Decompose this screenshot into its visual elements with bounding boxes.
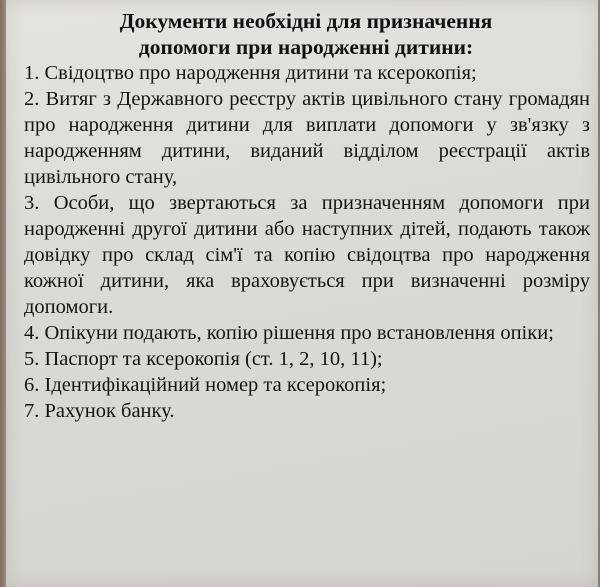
document-title-line-1: Документи необхідні для призначення [119,9,493,33]
list-item-7: 7. Рахунок банку. [24,400,175,422]
list-item-3: 3. Особи, що звертаються за призначенням допомоги при народженні другої дитини або наступних дітей, подають також довідку про склад сім'ї та копію свідоцтва про народження кожної дитини, яка враховується при визначенні розміру допомоги. [24,192,590,318]
list-item-6: 6. Ідентифікаційний номер та ксерокопія; [24,374,387,396]
requirements-list [24,60,590,424]
list-item-1: 1. Свідоцтво про народження дитини та ксерокопія; [24,62,477,84]
list-item-4: 4. Опікуни подають, копію рішення про встановлення опіки; [24,322,554,344]
list-item-2: 2. Витяг з Державного реєстру актів цивільного стану громадян про народження дитини для виплати допомоги у зв'язку з народженням дитини, виданий відділом реєстрації актів цивільного стану, [24,88,590,188]
document-title-line-2: допомоги при народженні дитини: [138,35,474,59]
document-sheet [6,0,598,587]
list-item-5: 5. Паспорт та ксерокопія (ст. 1, 2, 10, 11); [24,348,383,370]
